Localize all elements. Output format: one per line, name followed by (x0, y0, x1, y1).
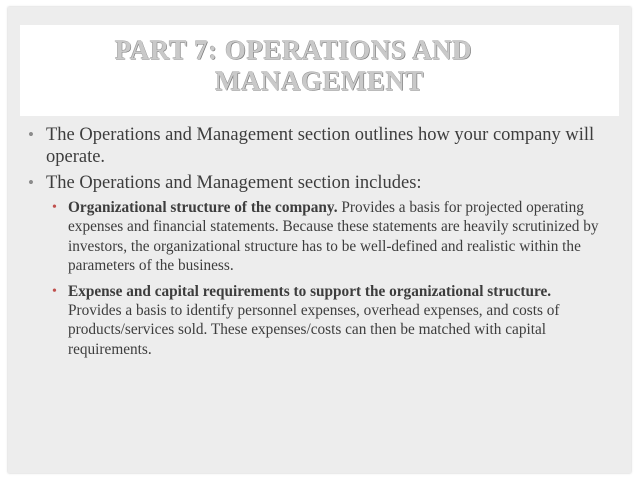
bullet-dot-icon: • (28, 125, 34, 144)
sub-bullet-item (48, 198, 616, 276)
bullet-text: The Operations and Management section includes: (46, 173, 422, 193)
slide-title (20, 35, 619, 97)
content-body (26, 124, 616, 365)
sub-bullet-dot-icon: • (52, 200, 57, 215)
title-line-1: PART 7: OPERATIONS AND (114, 35, 473, 65)
bullet-dot-icon: • (28, 173, 34, 192)
slide (8, 7, 631, 473)
bullet-text: The Operations and Management section outlines how your company will operate. (46, 125, 595, 167)
sub-bullet-text: Provides a basis for projected operating expenses and financial statements. Because these statements are heavily scrutinized by investors, the organizational structure has to be well-defined and realistic within the parameters of the business. (68, 199, 599, 275)
sub-bullet-text: Provides a basis to identify personnel expenses, overhead expenses, and costs of products/services sold. These expenses/costs can then be matched with capital requirements. (68, 302, 560, 358)
sub-bullet-dot-icon: • (52, 283, 57, 299)
sub-bullet-heading: Expense and capital requirements to support the organizational structure. (68, 282, 552, 300)
bullet-item (26, 172, 616, 194)
title-box (20, 25, 619, 116)
sub-bullet-heading: Organizational structure of the company. (68, 199, 338, 216)
title-line-2: MANAGEMENT (215, 66, 424, 96)
sub-bullet-item (48, 282, 616, 360)
bullet-item (26, 124, 616, 168)
